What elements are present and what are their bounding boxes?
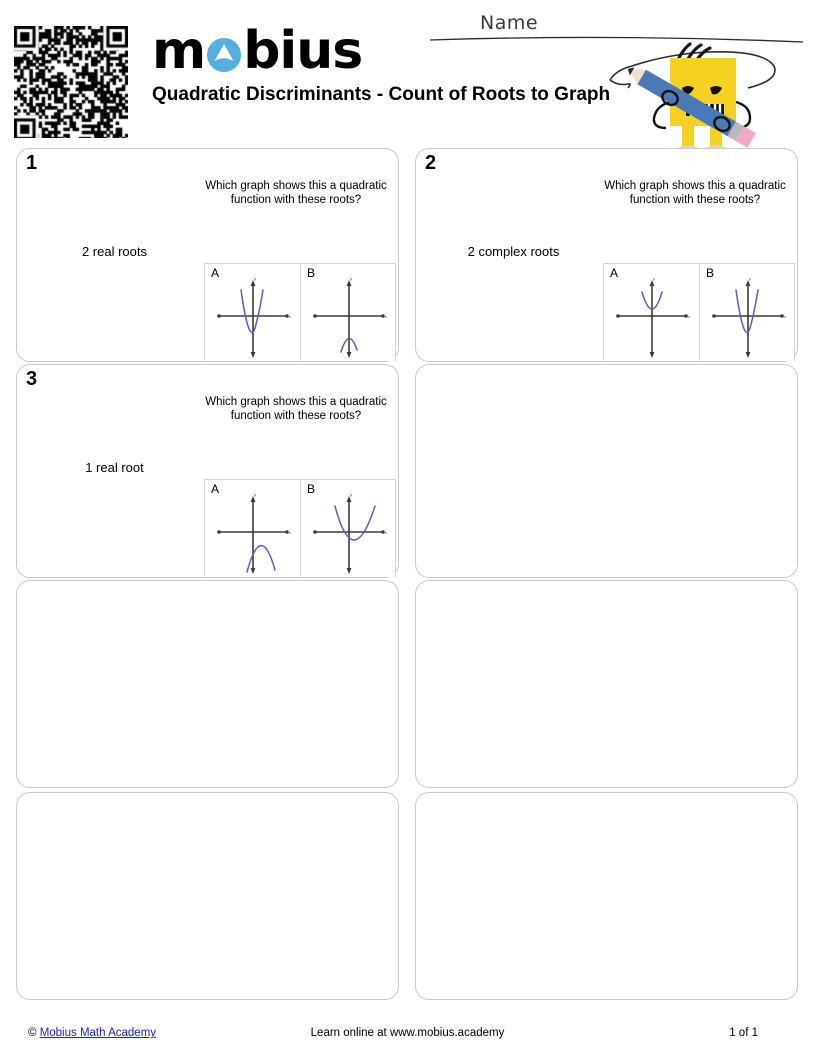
empty-answer-cell[interactable] [415,364,798,578]
choice-letter: B [307,482,316,496]
answer-choice-B[interactable] [699,263,795,361]
svg-text:x: x [385,314,387,319]
svg-text:x: x [385,530,387,535]
answer-choice-B[interactable] [300,263,396,361]
mascot-with-pencil-icon [598,28,783,156]
choice-letter: A [211,482,220,496]
svg-text:y: y [653,276,655,281]
question-cell-2[interactable] [415,148,798,362]
parabola-graph-A [205,264,301,362]
svg-text:x: x [289,314,291,319]
logo-text-before: m [152,21,206,81]
question-roots-label: 1 real root [85,460,144,475]
question-prompt: Which graph shows this a quadratic function with these roots? [604,180,786,206]
question-number: 3 [26,368,38,390]
answer-choice-A[interactable] [204,479,300,577]
logo-text-after: bius [243,21,363,81]
svg-text:x: x [289,530,291,535]
empty-answer-cell[interactable] [415,580,798,788]
footer-copyright-link[interactable]: Mobius Math Academy [39,1027,157,1039]
answer-choices [603,263,795,361]
svg-text:y: y [350,276,352,281]
question-cell-3[interactable] [16,364,399,578]
choice-letter: A [211,266,220,280]
copyright-symbol: © [28,1027,37,1039]
answer-choice-A[interactable] [204,263,300,361]
parabola-graph-B [301,264,397,362]
question-roots-label: 2 complex roots [467,244,560,259]
page-footer [0,1022,815,1048]
answer-choice-B[interactable] [300,479,396,577]
svg-text:x: x [688,314,690,319]
page-title: Quadratic Discriminants - Count of Roots to Graph [152,84,611,105]
question-prompt: Which graph shows this a quadratic function with these roots? [205,396,387,422]
svg-text:y: y [254,276,256,281]
worksheet-grid [16,148,798,1000]
question-cell-1[interactable] [16,148,399,362]
page-header [0,0,815,148]
choice-letter: A [610,266,619,280]
parabola-graph-B [700,264,796,362]
answer-choices [204,479,396,577]
footer-page-number: 1 of 1 [729,1027,758,1039]
choice-letter: B [307,266,316,280]
svg-text:y: y [749,276,751,281]
question-number: 2 [425,152,437,174]
parabola-graph-B [301,480,397,578]
answer-choice-A[interactable] [603,263,699,361]
footer-learn-online: Learn online at www.mobius.academy [310,1027,505,1039]
mobius-droplet-logo-mark-icon [206,37,242,73]
qr-code-icon [14,26,128,138]
empty-answer-cell[interactable] [16,580,399,788]
question-number: 1 [26,152,38,174]
empty-answer-cell[interactable] [16,792,399,1000]
question-roots-label: 2 real roots [81,244,148,259]
empty-answer-cell[interactable] [415,792,798,1000]
name-label: Name [480,12,539,34]
svg-text:y: y [254,492,256,497]
svg-text:y: y [350,492,352,497]
parabola-graph-A [205,480,301,578]
svg-text:x: x [784,314,786,319]
parabola-graph-A [604,264,700,362]
choice-letter: B [706,266,715,280]
answer-choices [204,263,396,361]
question-prompt: Which graph shows this a quadratic function with these roots? [205,180,387,206]
